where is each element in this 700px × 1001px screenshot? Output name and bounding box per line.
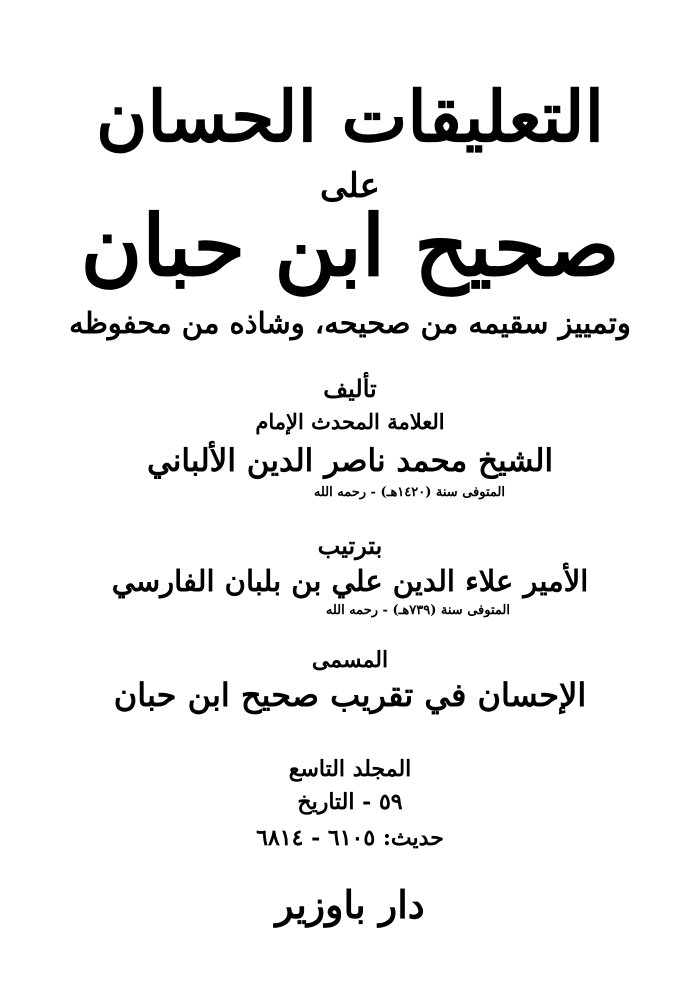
volume-chapter-range: ٥٩ - التاريخ — [297, 789, 403, 815]
title-connector: على — [320, 166, 380, 206]
volume-label: المجلد التاسع — [288, 756, 412, 782]
alt-title-label: المسمى — [311, 647, 389, 673]
book-subtitle: وتمييز سقيمه من صحيحه، وشاذه من محفوظه — [69, 306, 631, 340]
arranger-label: بترتيب — [317, 531, 383, 560]
arranger-death-note: المتوفى سنة (٧٣٩هـ) - رحمه الله — [325, 603, 510, 618]
alt-title: الإحسان في تقريب صحيح ابن حبان — [113, 676, 587, 714]
hadith-range: حديث: ٦١٠٥ - ٦٨١٤ — [256, 825, 444, 851]
arranger-name: الأمير علاء الدين علي بن بلبان الفارسي — [111, 564, 589, 598]
author-label: تأليف — [323, 374, 377, 403]
author-name: الشيخ محمد ناصر الدين الألباني — [146, 443, 554, 479]
publisher-name: دار باوزير — [275, 882, 425, 927]
author-death-note: المتوفى سنة (١٤٢٠هـ) - رحمه الله — [313, 485, 505, 500]
book-title: التعليقات الحسان — [95, 75, 605, 158]
source-book-title: صحيح ابن حبان — [80, 196, 620, 295]
author-honorifics: العلامة المحدث الإمام — [255, 409, 445, 434]
